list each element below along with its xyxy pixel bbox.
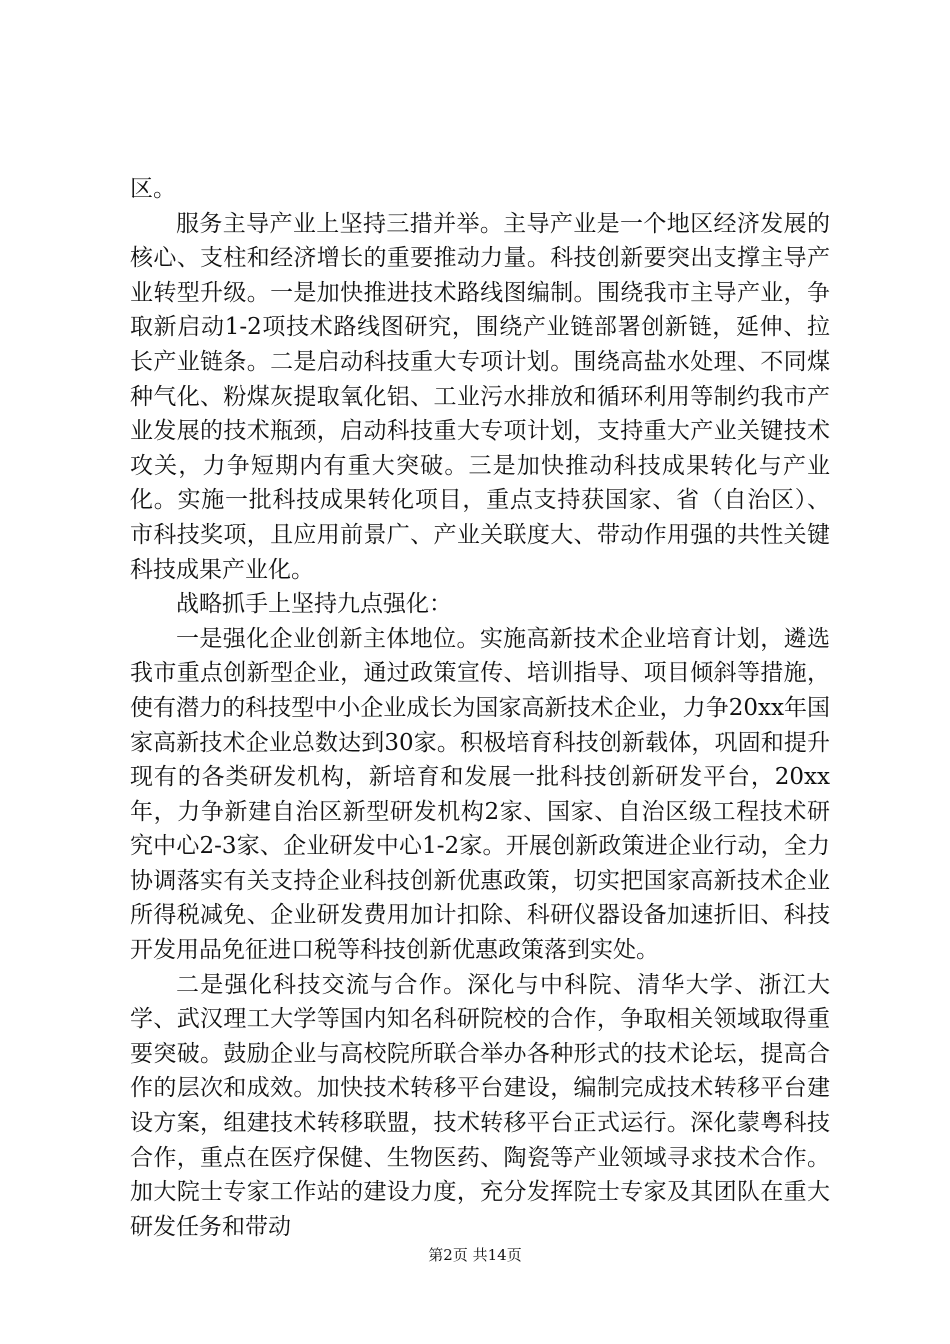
paragraph-1: 区。 bbox=[130, 176, 176, 202]
paragraph-3: 战略抓手上坚持九点强化： bbox=[176, 591, 452, 618]
paragraph-5: 二是强化科技交流与合作。深化与中科院、清华大学、浙江大学、武汉理工大学等国内知名科研院校的合作，争取相关领域取得重要突破。鼓励企业与高校院所联合举办各种形式的技术论坛，提高合作的层次和成效。加快技术转移平台建设，编制完成技术转移平台建设方案，组建技术转移联盟，技术转移平台正式运行。深化蒙粤科技合作，重点在医疗保健、生物医药、陶瓷等产业领域寻求技术合作。加大院士专家工作站的建设力度，充分发挥院士专家及其团队在重大研发任务和带动 bbox=[130, 971, 830, 1240]
document-body bbox=[130, 172, 830, 1244]
paragraph-2: 服务主导产业上坚持三措并举。主导产业是一个地区经济发展的核心、支柱和经济增长的重要推动力量。科技创新要突出支撑主导产业转型升级。一是加快推进技术路线图编制。围绕我市主导产业，争取新启动1-2项技术路线图研究，围绕产业链部署创新链，延伸、拉长产业链条。二是启动科技重大专项计划。围绕高盐水处理、不同煤种气化、粉煤灰提取氧化铝、工业污水排放和循环利用等制约我市产业发展的技术瓶颈，启动科技重大专项计划，支持重大产业关键技术攻关，力争短期内有重大突破。三是加快推动科技成果转化与产业化。实施一批科技成果转化项目，重点支持获国家、省（自治区）、市科技奖项，且应用前景广、产业关联度大、带动作用强的共性关键科技成果产业化。 bbox=[130, 210, 830, 583]
paragraph-4: 一是强化企业创新主体地位。实施高新技术企业培育计划，遴选我市重点创新型企业，通过政策宣传、培训指导、项目倾斜等措施，使有潜力的科技型中小企业成长为国家高新技术企业，力争20xx年国家高新技术企业总数达到30家。积极培育科技创新载体，巩固和提升现有的各类研发机构，新培育和发展一批科技创新研发平台，20xx年，力争新建自治区新型研发机构2家、国家、自治区级工程技术研究中心2-3家、企业研发中心1-2家。开展创新政策进企业行动，全力协调落实有关支持企业科技创新优惠政策，切实把国家高新技术企业所得税减免、企业研发费用加计扣除、科研仪器设备加速折旧、科技开发用品免征进口税等科技创新优惠政策落到实处。 bbox=[130, 625, 830, 964]
page-number: 第2页 共14页 bbox=[428, 1246, 522, 1264]
